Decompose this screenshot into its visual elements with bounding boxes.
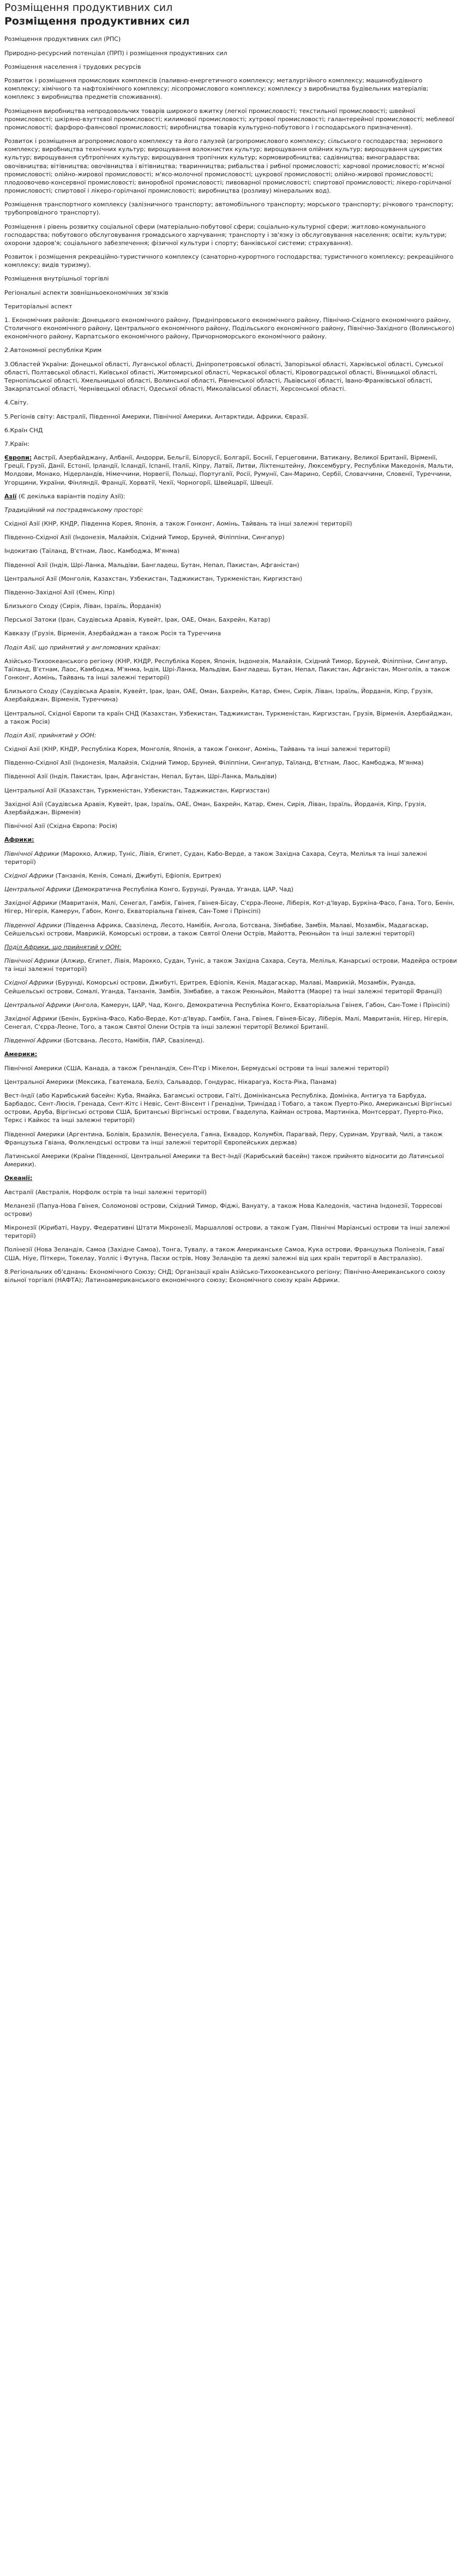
- list-item: [4, 1015, 458, 1031]
- list-item: Австралії (Австралія, Норфолк острів та інші залежні території): [4, 1188, 207, 1196]
- list-item: Розміщення продуктивних сил (РПС): [4, 35, 121, 43]
- region-countries: (Марокко, Алжир, Туніс, Лівія, Єгипет, Судан, Кабо-Верде, а також Західна Сахара, Сеута, Мелілья та інші залежні території): [4, 850, 427, 866]
- list-item: [4, 957, 458, 973]
- numbered-item-5: 5.Регіонів світу: Австралії, Південної Америки, Північної Америки, Антарктиди, Африки, Євразії.: [4, 413, 309, 420]
- section-trade: Розміщення внутрішньої торгівлі: [4, 275, 109, 283]
- region-name: Південної Африки: [4, 1037, 62, 1045]
- section-territorial: Територіальні аспект: [4, 302, 73, 310]
- list-item: [4, 872, 458, 880]
- list-item: Східної Азії (КНР, КНДР, Південна Корея, Японія, а також Гонконг, Аомінь, Тайвань та інші залежні території): [4, 520, 352, 528]
- list-item: [4, 899, 458, 915]
- list-item: Східної Азії (КНР, КНДР, Республіка Корея, Монголія, Японія, а також Гонконг, Аомінь, Тайвань та інші залежні території): [4, 746, 391, 753]
- region-countries: (Ангола, Камерун, ЦАР, Чад, Конго, Демократична Республіка Конго, Екваторіальна Гвінея, Габон, Сан-Томе і Прінсіпі): [70, 1001, 450, 1009]
- list-item: Латинської Америки (Країни Південної, Центральної Америки та Вест-Індії (Карибський басейн) також прийнято відносити до Латинської Америки).: [4, 1152, 444, 1168]
- page-title: Розміщення продуктивних сил: [4, 15, 190, 27]
- list-item: Вест-Індії (або Карибський басейн: Куба, Ямайка, Багамські острови, Гаїті, Домініканська Республіка, Домініка, Антигуа та Барбуда, Барбадос, Сент-Люсія, Гренада, Сент-Кітс і Невіс, Сент-Вінсент і Гренадіни, Тринідад і Тобаго, а також Пуерто-Ріко, Американські Віргінські острови, Аруба, Віргінські острови США, Британські Віргінські острови, Гваделупа, Кайман острова, Мартиніка, Монтсеррат, Пуерто-Ріко, Теркс і Кайкос та інші залежні території): [4, 1092, 452, 1124]
- section-recreation: Розвиток і розміщення рекреаційно-туристичного комплексу (санаторно-курортного господарства; туристичного комплексу; рекреаційного комплексу; видів туризму).: [4, 253, 454, 269]
- list-item: Меланезії (Папуа-Нова Гвінея, Соломонові острови, Східний Тимор, Фіджі, Вануату, а також Нова Каледонія, частина Індонезії, Торресові острови): [4, 1202, 442, 1218]
- region-countries: (Танзанія, Кенія, Сомалі, Джибуті, Ефіопія, Еритрея): [53, 872, 221, 879]
- list-item: [4, 1036, 458, 1045]
- item-number: 1.: [4, 316, 10, 324]
- list-item: Індокитаю (Таїланд, В'єтнам, Лаос, Камбоджа, М'янма): [4, 547, 180, 555]
- section-agro: Розвиток і розміщення агропромислового комплексу та його галузей (агропромислового комплексу; сільського господарства; зернового комплексу; виробництва технічних культур; вирощування волокнистих культур; вирощування олійних культур; вирощування цукристих культур; вирощування субтропічних культур; вирощування тропічних культур; кормовиробництва; садівництва; виноградарства; овочівництва; вітівництва; овочівництва і вітівництва; тваринництва; рибальства і рибної промисловості; харчової промисловості; м'ясної промисловості; олійно-жирової промисловості; м'ясо-молочної промисловості; цукрової промисловості; олійно-жирової промисловості; плодоовочево-консервної промисловості; винорoбної промисловості; пивоварної промисловості; спиртової промисловості; лікеро-горілчаної промисловості; спиртової і лікеро-горілчаної промисловості; виробництва (розливу) мінеральних вод).: [4, 138, 452, 195]
- asia-western-list: [4, 657, 458, 726]
- asia-label: Азії: [4, 492, 17, 500]
- asia-western-heading: Поділ Азії, що прийнятий у англомовних країнах:: [4, 643, 161, 651]
- europe-paragraph: [4, 454, 458, 487]
- list-item: Кавказу (Грузія, Вірменія, Азербайджан а також Росія та Туреччина: [4, 630, 221, 637]
- region-countries: (Алжир, Єгипет, Лівія, Марокко, Судан, Туніс, а також Західна Сахара, Сеута, Мелілья, Канарські острови, Мадейра острови та інші залежні території): [4, 957, 457, 973]
- list-item: [4, 979, 458, 995]
- region-countries: (Мавританія, Малі, Сенегал, Гамбія, Гвінея, Гвінея-Бісау, С'єрра-Леоне, Ліберія, Кот-д'Івуар, Буркіна-Фасо, Гана, Того, Бенін, Нігер, Нігерія, Камерун, Габон, Конго, Екваторіальна Гвінея, Сан-Томе і Прінсіпі): [4, 899, 455, 915]
- list-item: Розміщення населення і трудових ресурсів: [4, 63, 141, 70]
- numbered-item-2: 2.Автономної республіки Крим: [4, 347, 102, 354]
- section-foreign-econ: Регіональні аспекти зовнішньоекономічних зв'язків: [4, 289, 169, 296]
- africa-un-list: [4, 957, 458, 1045]
- list-item: Близького Сходу (Сирія, Ліван, Ізраїль, Йорданія): [4, 603, 161, 610]
- section-transport: Розміщення транспортного комплексу (залізничного транспорту; автомобільного транспорту; морського транспорту; річкового транспорту; трубопровідного транспорту).: [4, 201, 454, 217]
- asia-traditional-list: [4, 520, 458, 638]
- region-name: Північної Африки: [4, 957, 59, 965]
- africa-traditional-list: [4, 850, 458, 938]
- item-text: Економічних районів: Донецького економічного району, Придніпровського економічного району, Північно-Східного економічного району, Столичного економічного району, Центрального економічного району, Подільського економічного району, Північно-Західного (Волинського) економічного району, Карпатського економічного району, Причорноморського економічного району.: [4, 316, 454, 341]
- region-countries: (Південна Африка, Свазіленд, Лесото, Намібія, Ангола, Ботсвана, Зімбабве, Замбія, Малаві, Мозамбік, Мадагаскар, Сейшельські острови, Маврикій, Коморські острови, а також Святої Олени Острів, Майотта, Реюньйон та інші залежні території): [4, 921, 429, 937]
- region-countries: (Демократична Республіка Конго, Бурунді, Руанда, Уганда, ЦАР, Чад): [70, 886, 294, 893]
- region-name: Східної Африки: [4, 872, 54, 879]
- list-item: Південної Америки (Аргентина, Болівія, Бразилія, Венесуела, Гаяна, Еквадор, Колумбія, Парагвай, Перу, Суринам, Уругвай, Чилі, а також Французька Гвіана, Фолклендські острови та інші залежні території Європейських держав): [4, 1130, 443, 1146]
- numbered-item-7: 7.Країн:: [4, 440, 29, 448]
- region-countries: (Ботсвана, Лесото, Намібія, ПАР, Свазіленд).: [61, 1037, 205, 1045]
- asia-un-list: [4, 745, 458, 830]
- asia-suffix: (Є декілька варіантів поділу Азії):: [16, 492, 125, 500]
- list-item: Полінезії (Нова Зеландія, Самоа (Західне Самоа), Тонга, Тувалу, а також Американське Самоа, Кука острови, Французька Полінезія, Гаваї США, Ніуе, Піткерн, Токелау, Уолліс і Футуна, Пасхи острів, Нову Зеландію та деякі залежні від цих країн території в Австралазію).: [4, 1246, 445, 1262]
- section-social: Розміщення і рівень розвитку соціальної сфери (матеріально-побутової сфери; соціально-культурної сфери; житлово-комунального господарства; побутового обслуговування громадського харчування; транспорту і зв'язку із обслуговування населення; освіти; культури; охорони здоров'я; соціального забезпечення; фізичної культури і спорту; банківської системи; страхування).: [4, 223, 447, 247]
- list-item: Південної Азії (Індія, Пакистан, Іран, Афганістан, Непал, Бутан, Шрі-Ланка, Мальдіви): [4, 773, 277, 780]
- list-item: Північної Азії (Східна Європа: Росія): [4, 822, 117, 830]
- sections-list: [4, 76, 458, 311]
- list-item: Центральної Азії (Монголія, Казахстан, Узбекистан, Таджикистан, Туркменістан, Киргизстан): [4, 575, 303, 582]
- america-list: [4, 1064, 458, 1169]
- list-item: Перської Затоки (Іран, Саудівська Аравія, Кувейт, Ірак, ОАЕ, Оман, Бахрейн, Катар): [4, 616, 271, 624]
- region-countries: (Бурунді, Коморські острови, Джибуті, Еритрея, Ефіопія, Кенія, Мадагаскар, Малаві, Маврикій, Мозамбік, Руанда, Сейшельські острови, Сомалі, Уганда, Танзанія, Замбія, Зімбабве, а також Реюньйон, Майотта (Маоре) та інші залежні території Франції): [4, 979, 442, 995]
- list-item: Мікронезії (Кірибаті, Науру, Федеративні Штати Мікронезії, Маршаллові острови, а також Гуам, Північні Маріанські острови та інші залежні території): [4, 1224, 450, 1240]
- page: [0, 0, 462, 1284]
- list-item: Азійсько-Тихоокеанського регіону (КНР, КНДР, Республіка Корея, Японія, Індонезія, Малайзія, Східний Тимор, Бруней, Філіппіни, Сингапур, Таїланд, В'єтнам, Лаос, Камбоджа, М'янма, Індія, Шрі-Ланка, Мальдіви, Бангладеш, Бутан, Непал, Пакистан, Афганістан, Монголія, а також Гонконг, Аомінь, Тайвань та інші залежні території): [4, 657, 451, 682]
- region-name: Центральної Африки: [4, 886, 71, 893]
- africa-un-heading: Поділ Африки, що прийнятий у ООН:: [4, 943, 122, 951]
- top-list: [4, 35, 458, 71]
- numbered-item-6: 6.Країн СНД: [4, 426, 43, 434]
- list-item: Центральної, Східної Європи та країн СНД (Казахстан, Узбекистан, Таджикистан, Туркменістан, Киргизстан, Грузія, Вірменія, Азербайджан, а також Росія): [4, 709, 453, 725]
- list-item: Природно-ресурсний потенціал (ПРП) і розміщення продуктивних сил: [4, 49, 227, 57]
- list-item: [4, 921, 458, 938]
- oceania-label: Океанії:: [4, 1174, 33, 1182]
- america-label: Америки:: [4, 1051, 38, 1058]
- region-name: Східної Африки: [4, 979, 54, 987]
- list-item: Центральної Азії (Казахстан, Туркменістан, Узбекистан, Таджикистан, Киргизстан): [4, 786, 270, 794]
- list-item: [4, 850, 458, 866]
- region-name: Західної Африки: [4, 899, 57, 907]
- asia-un-heading: Поділ Азії, прийнятий у ООН:: [4, 731, 97, 739]
- europe-label: Європи:: [4, 454, 32, 462]
- asia-traditional-heading: Традиційний на пострадянському просторі:: [4, 506, 143, 514]
- section-industry: Розвиток і розміщення промислових комплексів (паливно-енергетичного комплексу; металургійного комплексу; машинобудівного комплексу; хімічного та нафтохімічного комплексу; лісопромислового комплексу; комплексу з виробництва будівельних матеріалів; комплекс з виробництва предметів споживання).: [4, 77, 429, 101]
- section-consumer-goods: Розміщення виробництва непродовольчих товарів широкого вжитку (легкої промисловості; текстильної промисловості; швейної промисловості; шкіряно-взуттєвої промисловості; килимової промисловості; хутрової промисловості; галантерейної промисловості; меблевої промисловості; фарфоро-фаянсової промисловості; виробництва товарів культурно-побутового і господарського призначення).: [4, 107, 454, 131]
- region-name: Західної Африки: [4, 1015, 57, 1022]
- list-item: [4, 885, 458, 893]
- region-countries: (Бенін, Буркіна-Фасо, Кабо-Верде, Кот-д'Івуар, Гамбія, Гана, Гвінея, Гвінея-Бісау, Ліберія, Малі, Мавританія, Нігер, Нігерія, Сенегал, С'єрра-Леоне, Того, а також Святої Олени Острів та інші залежні території Великої Британії.: [4, 1015, 448, 1031]
- europe-text: Австрії, Азербайджану, Албанії, Андорри, Бельгії, Білорусії, Болгарії, Боснії, Герцеговини, Ватикану, Великої Британії, Вірменії, Греції, Грузії, Данії, Естонії, Ірландії, Ісландії, Іспанії, Італії, Кіпру, Латвії, Литви, Ліхтенштейну, Люксембургу, Республіки Македонія, Мальти, Молдови, Монако, Нідерландів, Німеччини, Норвегії, Польщі, Португалії, Росії, Румунії, Сан-Марино, Сербії, Словаччини, Словенії, Туреччини, Угорщини, України, Фінляндії, Франції, Хорватії, Чехії, Чорногорії, Швейцарії, Швеції.: [4, 454, 454, 486]
- list-item: [4, 1001, 458, 1009]
- asia-heading: [4, 492, 458, 500]
- list-item: Південно-Східної Азії (Індонезія, Малайзія, Східний Тимор, Бруней, Філіппіни, Сингапур, Таїланд, В'єтнам, Лаос, Камбоджа, М'янма): [4, 759, 424, 767]
- list-item: Близького Сходу (Саудівська Аравія, Кувейт, Ірак, Іран, ОАЕ, Оман, Бахрейн, Катар, Ємен, Сирія, Ліван, Ізраїль, Йорданія, Кіпр, Грузія, Азербайджан, Вірменія, Туреччина): [4, 688, 433, 703]
- window-title: Розміщення продуктивних сил: [4, 2, 173, 14]
- region-name: Північної Африки: [4, 850, 59, 857]
- africa-label: Африки:: [4, 836, 34, 844]
- list-item: Центральної Америки (Мексика, Гватемала, Беліз, Сальвадор, Гондурас, Нікарагуа, Коста-Ріка, Панама): [4, 1078, 337, 1086]
- region-name: Центральної Африки: [4, 1001, 71, 1009]
- numbered-item-8: 8.Регіональних об'єднань: Економічного Союзу; СНД; Організації країн Азійсько-Тихоокеанського регіону; Північно-Американського союзу вільної торгівлі (НАФТА); Латиноамериканського економічного союзу; Економічного союзу країн Африки.: [4, 1268, 446, 1284]
- list-item: Південно-Східної Азії (Індонезія, Малайзія, Східний Тимор, Бруней, Філіппіни, Сингапур): [4, 534, 285, 541]
- list-item: Південно-Західної Азії (Ємен, Кіпр): [4, 588, 115, 596]
- region-name: Південної Африки: [4, 921, 62, 929]
- numbered-item-3: 3.Областей України: Донецької області, Луганської області, Дніпропетровської області, Запорізької області, Харківської області, Сумської області, Полтавської області, Київської області, Житомирської області, Черкаської області, Кіровоградської області, Вінницької області, Тернопільської області, Хмельницької області, Волинської області, Рівненської області, Львівської області, Івано-Франківської області, Закарпатської області, Чернівецької області, Одеської області, Миколаївської області, Херсонської області.: [4, 360, 443, 393]
- list-item: Південної Азії (Індія, Шрі-Ланка, Мальдіви, Бангладеш, Бутан, Непал, Пакистан, Афганістан): [4, 561, 299, 569]
- list-item: Північної Америки (США, Канада, а також Гренландія, Сен-П'єр і Мікелон, Бермудські острови та інші залежні території): [4, 1064, 389, 1072]
- numbered-item-4: 4.Світу.: [4, 399, 29, 407]
- oceania-list: [4, 1188, 458, 1262]
- numbered-item-1: [4, 316, 458, 341]
- list-item: Західної Азії (Саудівська Аравія, Кувейт, Ірак, Ізраїль, ОАЕ, Оман, Бахрейн, Катар, Ємен, Сирія, Ліван, Ізраїль, Йорданія, Кіпр, Грузія, Азербайджан, Вірменія): [4, 800, 427, 816]
